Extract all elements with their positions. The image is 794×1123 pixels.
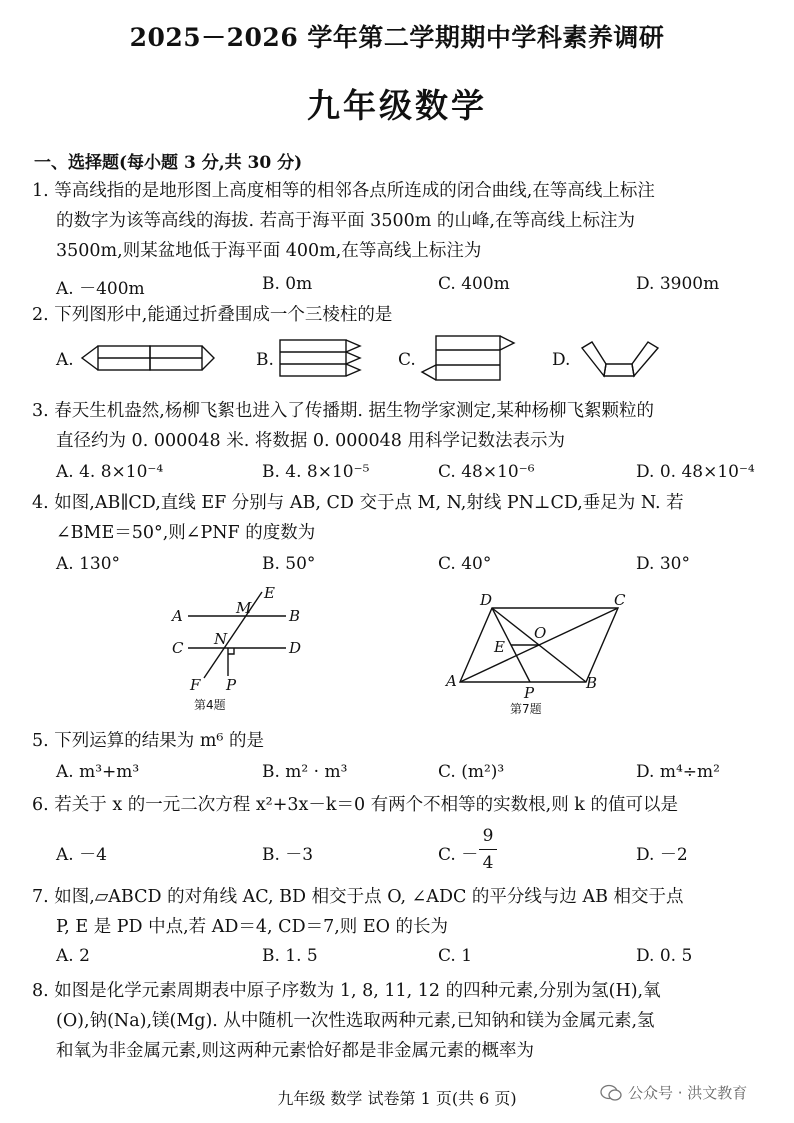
q4-option-c: C. 40° (438, 554, 492, 574)
q6-option-c-denominator: 4 (482, 853, 494, 873)
exam-title: 2025－2026 学年第二学期期中学科素养调研 (129, 23, 665, 52)
fig7-label-b: B (586, 674, 598, 692)
q1-option-d: D. 3900m (636, 274, 720, 294)
fig4-label-a: A (172, 607, 183, 625)
q6-option-c-numerator: 9 (482, 826, 494, 846)
q3-option-b: B. 4. 8×10⁻⁵ (262, 462, 370, 482)
question-2-line-1: 2. 下列图形中,能通过折叠围成一个三棱柱的是 (32, 305, 393, 325)
q1-option-b: B. 0m (262, 274, 313, 294)
q4-option-b: B. 50° (262, 554, 316, 574)
watermark (600, 1082, 747, 1103)
question-7-line-2: P, E 是 PD 中点,若 AD＝4, CD＝7,则 EO 的长为 (56, 917, 449, 937)
fig7-label-e: E (494, 638, 505, 656)
q2-option-d: D. (552, 350, 571, 370)
section-heading: 一、选择题(每小题 3 分,共 30 分) (34, 153, 303, 173)
question-1-line-1: 1. 等高线指的是地形图上高度相等的相邻各点所连成的闭合曲线,在等高线上标注 (32, 181, 655, 201)
q6-option-b: B. －3 (262, 845, 314, 865)
q2-option-c: C. (398, 350, 416, 370)
fig4-label-f: F (190, 676, 201, 694)
q1-option-c: C. 400m (438, 274, 510, 294)
fig4-label-n: N (214, 630, 228, 648)
question-8-line-1: 8. 如图是化学元素周期表中原子序数为 1, 8, 11, 12 的四种元素,分别为氢(H),氧 (32, 981, 661, 1001)
q1-option-a: A. －400m (56, 279, 145, 299)
q6-option-c: C. － (438, 845, 479, 865)
fig7-label-c: C (614, 591, 626, 609)
question-1-line-2: 的数字为该等高线的海拔. 若高于海平面 3500m 的山峰,在等高线上标注为 (56, 211, 635, 231)
figure-7-caption: 第7题 (510, 702, 542, 716)
watermark-text: 公众号 · 洪文教育 (628, 1084, 748, 1102)
fig7-label-p: P (524, 684, 535, 702)
question-5-line-1: 5. 下列运算的结果为 m⁶ 的是 (32, 731, 264, 751)
q6-option-d: D. －2 (636, 845, 688, 865)
q5-option-d: D. m⁴÷m² (636, 762, 720, 782)
fig4-label-b: B (289, 607, 301, 625)
q5-option-a: A. m³+m³ (56, 762, 140, 782)
fig7-label-o: O (534, 624, 547, 642)
q2-net-a-diagram (78, 340, 218, 380)
question-3-line-2: 直径约为 0. 000048 米. 将数据 0. 000048 用科学记数法表示为 (56, 431, 566, 451)
question-1-line-3: 3500m,则某盆地低于海平面 400m,在等高线上标注为 (56, 241, 482, 261)
fig4-label-c: C (172, 639, 184, 657)
q3-option-d: D. 0. 48×10⁻⁴ (636, 462, 755, 482)
fig4-label-e: E (264, 584, 275, 602)
q2-net-c-diagram (418, 332, 518, 384)
fig7-label-d: D (480, 591, 493, 609)
question-4-line-1: 4. 如图,AB∥CD,直线 EF 分别与 AB, CD 交于点 M, N,射线 PN⊥CD,垂足为 N. 若 (32, 493, 684, 513)
q7-option-a: A. 2 (56, 946, 90, 966)
fig4-label-d: D (289, 639, 302, 657)
wechat-icon (600, 1084, 622, 1102)
q7-option-d: D. 0. 5 (636, 946, 693, 966)
question-3-line-1: 3. 春天生机盎然,杨柳飞絮也进入了传播期. 据生物学家测定,某种杨柳飞絮颗粒的 (32, 401, 655, 421)
q3-option-c: C. 48×10⁻⁶ (438, 462, 535, 482)
q7-option-c: C. 1 (438, 946, 473, 966)
fig4-label-m: M (236, 599, 252, 617)
question-6-line-1: 6. 若关于 x 的一元二次方程 x²+3x－k＝0 有两个不相等的实数根,则 k 的值可以是 (32, 795, 678, 815)
exam-subtitle: 九年级数学 (307, 86, 487, 125)
question-8-line-2: (O),钠(Na),镁(Mg). 从中随机一次性选取两种元素,已知钠和镁为金属元素,氢 (56, 1011, 655, 1031)
question-8-line-3: 和氧为非金属元素,则这两种元素恰好都是非金属元素的概率为 (56, 1041, 535, 1061)
q4-option-d: D. 30° (636, 554, 690, 574)
figure-7-diagram (440, 590, 640, 718)
q2-net-d-diagram (576, 336, 666, 384)
figure-4-caption: 第4题 (194, 698, 226, 712)
q6-option-c-fraction-bar (479, 849, 497, 850)
q6-option-a: A. －4 (56, 845, 107, 865)
q2-option-a: A. (56, 350, 74, 370)
figure-4-diagram (160, 584, 320, 714)
q5-option-b: B. m² · m³ (262, 762, 348, 782)
q5-option-c: C. (m²)³ (438, 762, 505, 782)
question-7-line-1: 7. 如图,▱ABCD 的对角线 AC, BD 相交于点 O, ∠ADC 的平分线与边 AB 相交于点 (32, 887, 684, 907)
q2-net-b-diagram (276, 336, 366, 380)
fig4-label-p: P (226, 676, 237, 694)
q3-option-a: A. 4. 8×10⁻⁴ (56, 462, 164, 482)
question-4-line-2: ∠BME＝50°,则∠PNF 的度数为 (56, 523, 316, 543)
q2-option-b: B. (256, 350, 274, 370)
q7-option-b: B. 1. 5 (262, 946, 318, 966)
fig7-label-a: A (446, 672, 457, 690)
q4-option-a: A. 130° (56, 554, 121, 574)
page-footer: 九年级 数学 试卷第 1 页(共 6 页) (277, 1089, 517, 1108)
